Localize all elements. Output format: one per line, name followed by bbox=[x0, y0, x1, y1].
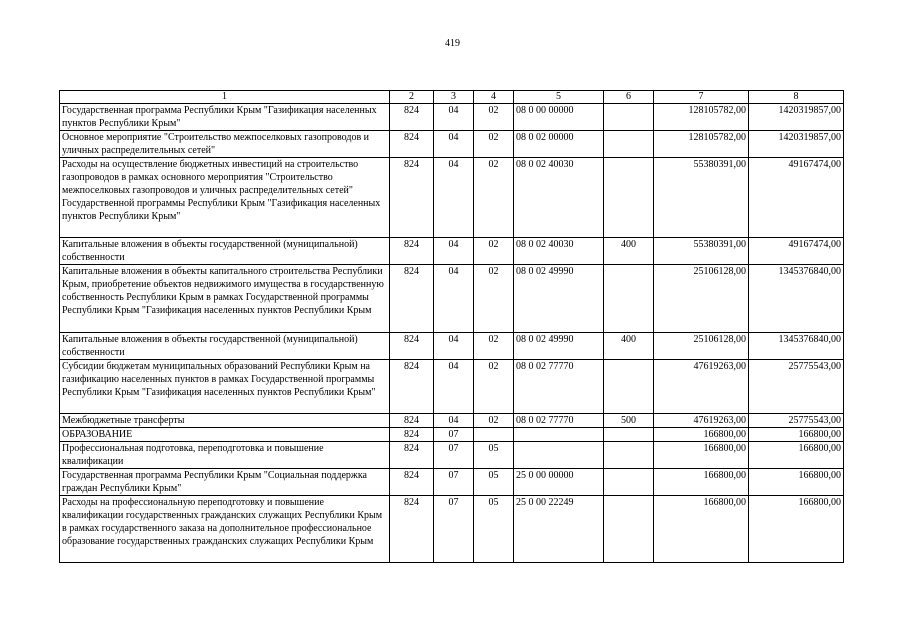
row-name: Капитальные вложения в объекты государственной (муниципальной) собственности bbox=[60, 238, 390, 265]
row-target-code: 08 0 02 77770 bbox=[514, 414, 604, 428]
row-amount-1: 166800,00 bbox=[654, 442, 749, 469]
row-target-code: 08 0 02 49990 bbox=[514, 333, 604, 360]
row-ministry: 824 bbox=[390, 469, 434, 496]
row-amount-2: 166800,00 bbox=[749, 442, 844, 469]
table-row bbox=[60, 428, 844, 442]
row-section: 04 bbox=[434, 333, 474, 360]
row-amount-1: 166800,00 bbox=[654, 428, 749, 442]
row-expense-type: 400 bbox=[604, 333, 654, 360]
page-number: 419 bbox=[445, 38, 460, 49]
row-name: ОБРАЗОВАНИЕ bbox=[60, 428, 390, 442]
row-amount-2: 166800,00 bbox=[749, 496, 844, 563]
header-cell-7: 7 bbox=[654, 91, 749, 104]
row-amount-1: 47619263,00 bbox=[654, 414, 749, 428]
row-target-code: 25 0 00 22249 bbox=[514, 496, 604, 563]
row-ministry: 824 bbox=[390, 158, 434, 238]
header-row bbox=[60, 91, 844, 104]
row-subsection bbox=[474, 428, 514, 442]
row-name: Профессиональная подготовка, переподготовка и повышение квалификации bbox=[60, 442, 390, 469]
table-row bbox=[60, 333, 844, 360]
header-cell-4: 4 bbox=[474, 91, 514, 104]
row-subsection: 02 bbox=[474, 158, 514, 238]
row-name: Расходы на осуществление бюджетных инвестиций на строительство газопроводов в рамках основного мероприятия "Строительство межпоселковых газопроводов и уличных распределительных сетей" Государственной программы Республики Крым "Газификация населенных пунктов Республики Крым" bbox=[60, 158, 390, 238]
table-row bbox=[60, 265, 844, 333]
row-expense-type bbox=[604, 428, 654, 442]
row-ministry: 824 bbox=[390, 496, 434, 563]
row-target-code: 08 0 00 00000 bbox=[514, 104, 604, 131]
row-expense-type bbox=[604, 104, 654, 131]
row-expense-type bbox=[604, 469, 654, 496]
row-expense-type bbox=[604, 158, 654, 238]
row-amount-1: 55380391,00 bbox=[654, 238, 749, 265]
row-expense-type: 400 bbox=[604, 238, 654, 265]
row-amount-1: 166800,00 bbox=[654, 469, 749, 496]
row-name: Основное мероприятие "Строительство межпоселковых газопроводов и уличных распределительных сетей" bbox=[60, 131, 390, 158]
row-amount-2: 25775543,00 bbox=[749, 360, 844, 414]
table-row bbox=[60, 158, 844, 238]
row-subsection: 02 bbox=[474, 360, 514, 414]
header-cell-8: 8 bbox=[749, 91, 844, 104]
row-name: Государственная программа Республики Крым "Социальная поддержка граждан Республики Крым" bbox=[60, 469, 390, 496]
row-ministry: 824 bbox=[390, 442, 434, 469]
table-row bbox=[60, 469, 844, 496]
row-subsection: 05 bbox=[474, 496, 514, 563]
row-ministry: 824 bbox=[390, 333, 434, 360]
header-cell-2: 2 bbox=[390, 91, 434, 104]
row-amount-1: 47619263,00 bbox=[654, 360, 749, 414]
row-amount-1: 166800,00 bbox=[654, 496, 749, 563]
row-subsection: 02 bbox=[474, 265, 514, 333]
row-ministry: 824 bbox=[390, 414, 434, 428]
budget-table bbox=[59, 90, 844, 563]
row-section: 04 bbox=[434, 238, 474, 265]
row-section: 07 bbox=[434, 442, 474, 469]
row-section: 07 bbox=[434, 469, 474, 496]
row-amount-1: 55380391,00 bbox=[654, 158, 749, 238]
row-target-code bbox=[514, 442, 604, 469]
header-cell-3: 3 bbox=[434, 91, 474, 104]
header-cell-6: 6 bbox=[604, 91, 654, 104]
row-name: Расходы на профессиональную переподготовку и повышение квалификации государственных гражданских служащих Республики Крым в рамках государственного заказа на дополнительное профессиональное образование государственных гражданских служащих Республики Крым bbox=[60, 496, 390, 563]
table-row bbox=[60, 360, 844, 414]
row-amount-2: 1345376840,00 bbox=[749, 265, 844, 333]
row-section: 04 bbox=[434, 158, 474, 238]
row-amount-2: 49167474,00 bbox=[749, 238, 844, 265]
row-expense-type bbox=[604, 442, 654, 469]
row-amount-2: 49167474,00 bbox=[749, 158, 844, 238]
table-row bbox=[60, 442, 844, 469]
row-amount-2: 25775543,00 bbox=[749, 414, 844, 428]
row-amount-1: 128105782,00 bbox=[654, 104, 749, 131]
row-section: 04 bbox=[434, 360, 474, 414]
row-name: Межбюджетные трансферты bbox=[60, 414, 390, 428]
row-name: Государственная программа Республики Крым "Газификация населенных пунктов Республики Крым" bbox=[60, 104, 390, 131]
header-cell-5: 5 bbox=[514, 91, 604, 104]
row-subsection: 02 bbox=[474, 104, 514, 131]
row-target-code: 08 0 02 00000 bbox=[514, 131, 604, 158]
row-ministry: 824 bbox=[390, 265, 434, 333]
row-ministry: 824 bbox=[390, 131, 434, 158]
row-name: Субсидии бюджетам муниципальных образований Республики Крым на газификацию населенных пунктов в рамках Государственной программы Республики Крым "Газификация населенных пунктов Республики Крым" bbox=[60, 360, 390, 414]
row-expense-type bbox=[604, 265, 654, 333]
row-section: 04 bbox=[434, 131, 474, 158]
row-subsection: 02 bbox=[474, 238, 514, 265]
row-subsection: 02 bbox=[474, 414, 514, 428]
row-expense-type bbox=[604, 496, 654, 563]
row-amount-1: 25106128,00 bbox=[654, 265, 749, 333]
row-amount-2: 1420319857,00 bbox=[749, 104, 844, 131]
row-subsection: 02 bbox=[474, 333, 514, 360]
row-target-code: 08 0 02 77770 bbox=[514, 360, 604, 414]
row-ministry: 824 bbox=[390, 238, 434, 265]
table-row bbox=[60, 131, 844, 158]
row-amount-1: 25106128,00 bbox=[654, 333, 749, 360]
row-subsection: 05 bbox=[474, 469, 514, 496]
row-amount-2: 166800,00 bbox=[749, 469, 844, 496]
row-target-code: 25 0 00 00000 bbox=[514, 469, 604, 496]
row-target-code: 08 0 02 40030 bbox=[514, 238, 604, 265]
row-expense-type bbox=[604, 131, 654, 158]
table-row bbox=[60, 104, 844, 131]
row-expense-type bbox=[604, 360, 654, 414]
row-amount-1: 128105782,00 bbox=[654, 131, 749, 158]
row-section: 07 bbox=[434, 496, 474, 563]
row-amount-2: 1345376840,00 bbox=[749, 333, 844, 360]
row-section: 07 bbox=[434, 428, 474, 442]
row-subsection: 05 bbox=[474, 442, 514, 469]
header-cell-1: 1 bbox=[60, 91, 390, 104]
row-expense-type: 500 bbox=[604, 414, 654, 428]
row-name: Капитальные вложения в объекты государственной (муниципальной) собственности bbox=[60, 333, 390, 360]
table-row bbox=[60, 414, 844, 428]
table-row bbox=[60, 238, 844, 265]
row-target-code bbox=[514, 428, 604, 442]
row-section: 04 bbox=[434, 104, 474, 131]
row-subsection: 02 bbox=[474, 131, 514, 158]
row-ministry: 824 bbox=[390, 360, 434, 414]
row-target-code: 08 0 02 49990 bbox=[514, 265, 604, 333]
row-amount-2: 1420319857,00 bbox=[749, 131, 844, 158]
row-section: 04 bbox=[434, 265, 474, 333]
row-section: 04 bbox=[434, 414, 474, 428]
row-ministry: 824 bbox=[390, 104, 434, 131]
row-name: Капитальные вложения в объекты капитального строительства Республики Крым, приобретение объектов недвижимого имущества в государственную собственность Республики Крым в рамках Государственной программы Республики Крым "Газификация населенных пунктов Республики Крым bbox=[60, 265, 390, 333]
row-ministry: 824 bbox=[390, 428, 434, 442]
table-row bbox=[60, 496, 844, 563]
row-target-code: 08 0 02 40030 bbox=[514, 158, 604, 238]
row-amount-2: 166800,00 bbox=[749, 428, 844, 442]
